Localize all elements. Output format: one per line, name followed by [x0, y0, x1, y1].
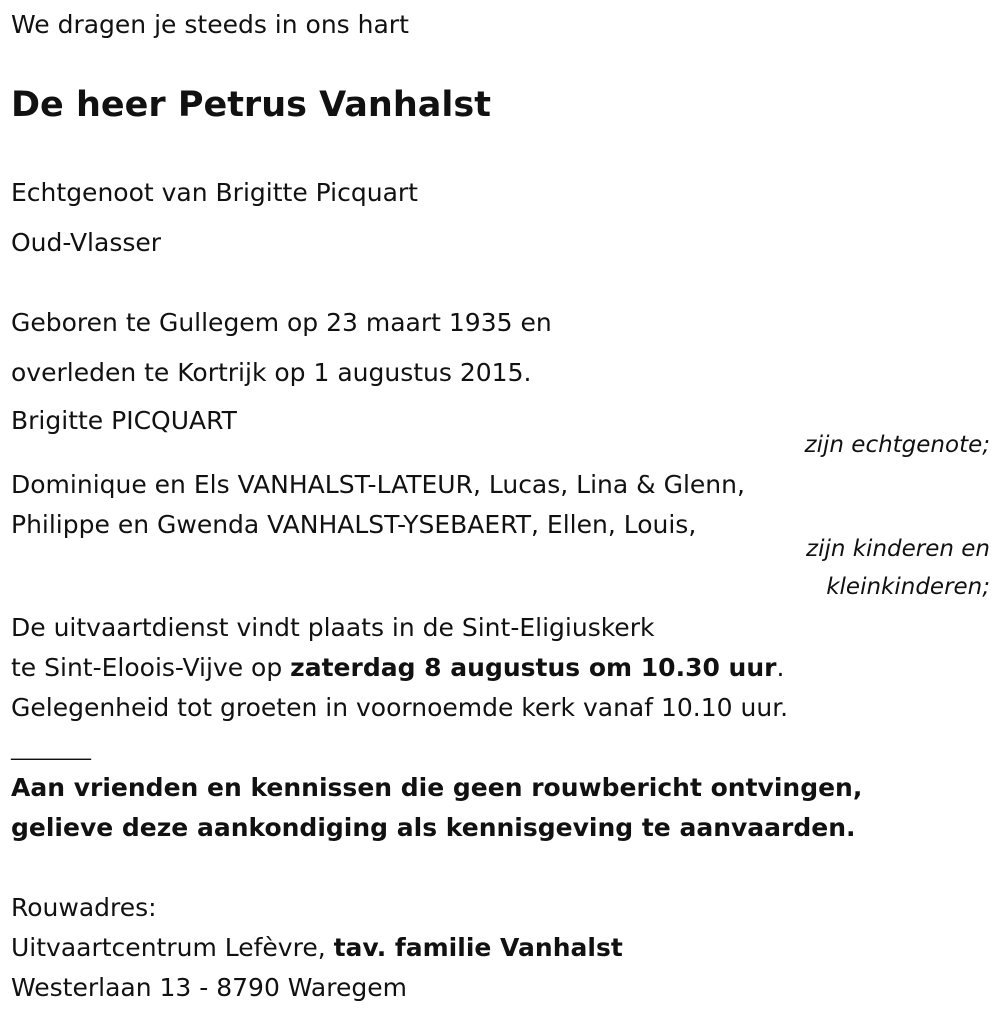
- former-role: Oud-Vlasser: [11, 228, 162, 257]
- spouse-name: Brigitte PICQUART: [11, 406, 237, 435]
- born-line: Geboren te Gullegem op 23 maart 1935 en: [11, 308, 552, 337]
- service-datetime: zaterdag 8 augustus om 10.30 uur: [290, 653, 777, 682]
- child-line-1: Dominique en Els VANHALST-LATEUR, Lucas, Lina & Glenn,: [11, 470, 745, 499]
- address-line-1: [11, 933, 623, 963]
- child-line-2: Philippe en Gwenda VANHALST-YSEBAERT, Ellen, Louis,: [11, 510, 697, 539]
- separator-line: ________: [11, 736, 91, 760]
- intro-text: We dragen je steeds in ons hart: [11, 10, 409, 39]
- address-attention: tav. familie Vanhalst: [333, 933, 623, 962]
- spouse-relation: zijn echtgenote;: [804, 432, 990, 458]
- children-relation-2: kleinkinderen;: [826, 574, 990, 600]
- died-line: overleden te Kortrijk op 1 augustus 2015.: [11, 358, 532, 387]
- service-line-2: [11, 653, 784, 683]
- deceased-name: De heer Petrus Vanhalst: [11, 85, 491, 125]
- address-label: Rouwadres:: [11, 893, 157, 922]
- service-line-3: Gelegenheid tot groeten in voornoemde kerk vanaf 10.10 uur.: [11, 693, 789, 722]
- notice-line-2: gelieve deze aankondiging als kennisgeving te aanvaarden.: [11, 813, 856, 842]
- children-relation-1: zijn kinderen en: [806, 536, 990, 562]
- notice-line-1: Aan vrienden en kennissen die geen rouwbericht ontvingen,: [11, 773, 863, 802]
- service-line-1: De uitvaartdienst vindt plaats in de Sint-Eligiuskerk: [11, 613, 655, 642]
- service-period: .: [776, 653, 785, 682]
- spouse-line: Echtgenoot van Brigitte Picquart: [11, 178, 418, 207]
- funeral-home-name: Uitvaartcentrum Lefèvre,: [11, 933, 334, 962]
- service-location-text: te Sint-Eloois-Vijve op: [11, 653, 291, 682]
- address-line-2: Westerlaan 13 - 8790 Waregem: [11, 973, 407, 1002]
